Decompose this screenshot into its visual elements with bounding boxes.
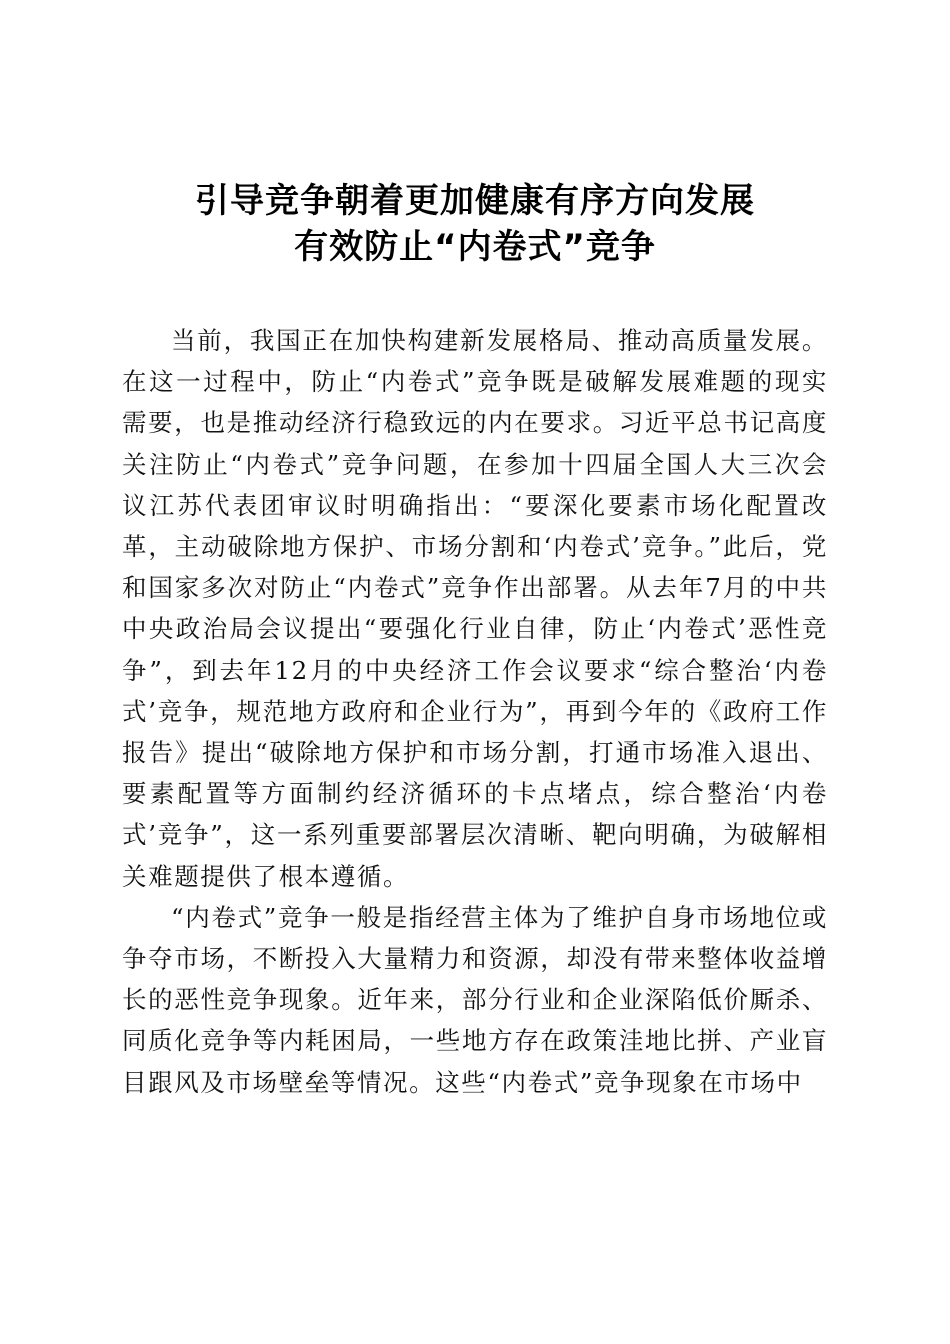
title-line-1: 引导竞争朝着更加健康有序方向发展 — [195, 181, 755, 221]
document-title — [0, 178, 950, 270]
paragraph-1: 当前，我国正在加快构建新发展格局、推动高质量发展。在这一过程中，防止“内卷式”竞争既是破解发展难题的现实需要，也是推动经济行稳致远的内在要求。习近平总书记高度关注防止“内卷式”竞争问题，在参加十四届全国人大三次会议江苏代表团审议时明确指出：“要深化要素市场化配置改革，主动破除地方保护、市场分割和‘内卷式’竞争。”此后，党和国家多次对防止“内卷式”竞争作出部署。从去年7月的中共中央政治局会议提出“要强化行业自律，防止‘内卷式’恶性竞争”，到去年12月的中央经济工作会议要求“综合整治‘内卷式’竞争，规范地方政府和企业行为”，再到今年的《政府工作报告》提出“破除地方保护和市场分割，打通市场准入退出、要素配置等方面制约经济循环的卡点堵点，综合整治‘内卷式’竞争”，这一系列重要部署层次清晰、靶向明确，为破解相关难题提供了根本遵循。 — [122, 326, 828, 891]
paragraph-2: “内卷式”竞争一般是指经营主体为了维护自身市场地位或争夺市场，不断投入大量精力和资源，却没有带来整体收益增长的恶性竞争现象。近年来，部分行业和企业深陷低价厮杀、同质化竞争等内耗困局，一些地方存在政策洼地比拼、产业盲目跟风及市场壁垒等情况。这些“内卷式”竞争现象在市场中 — [122, 902, 828, 1097]
title-line-2: 有效防止“内卷式”竞争 — [294, 227, 656, 267]
document-body — [122, 320, 828, 1103]
